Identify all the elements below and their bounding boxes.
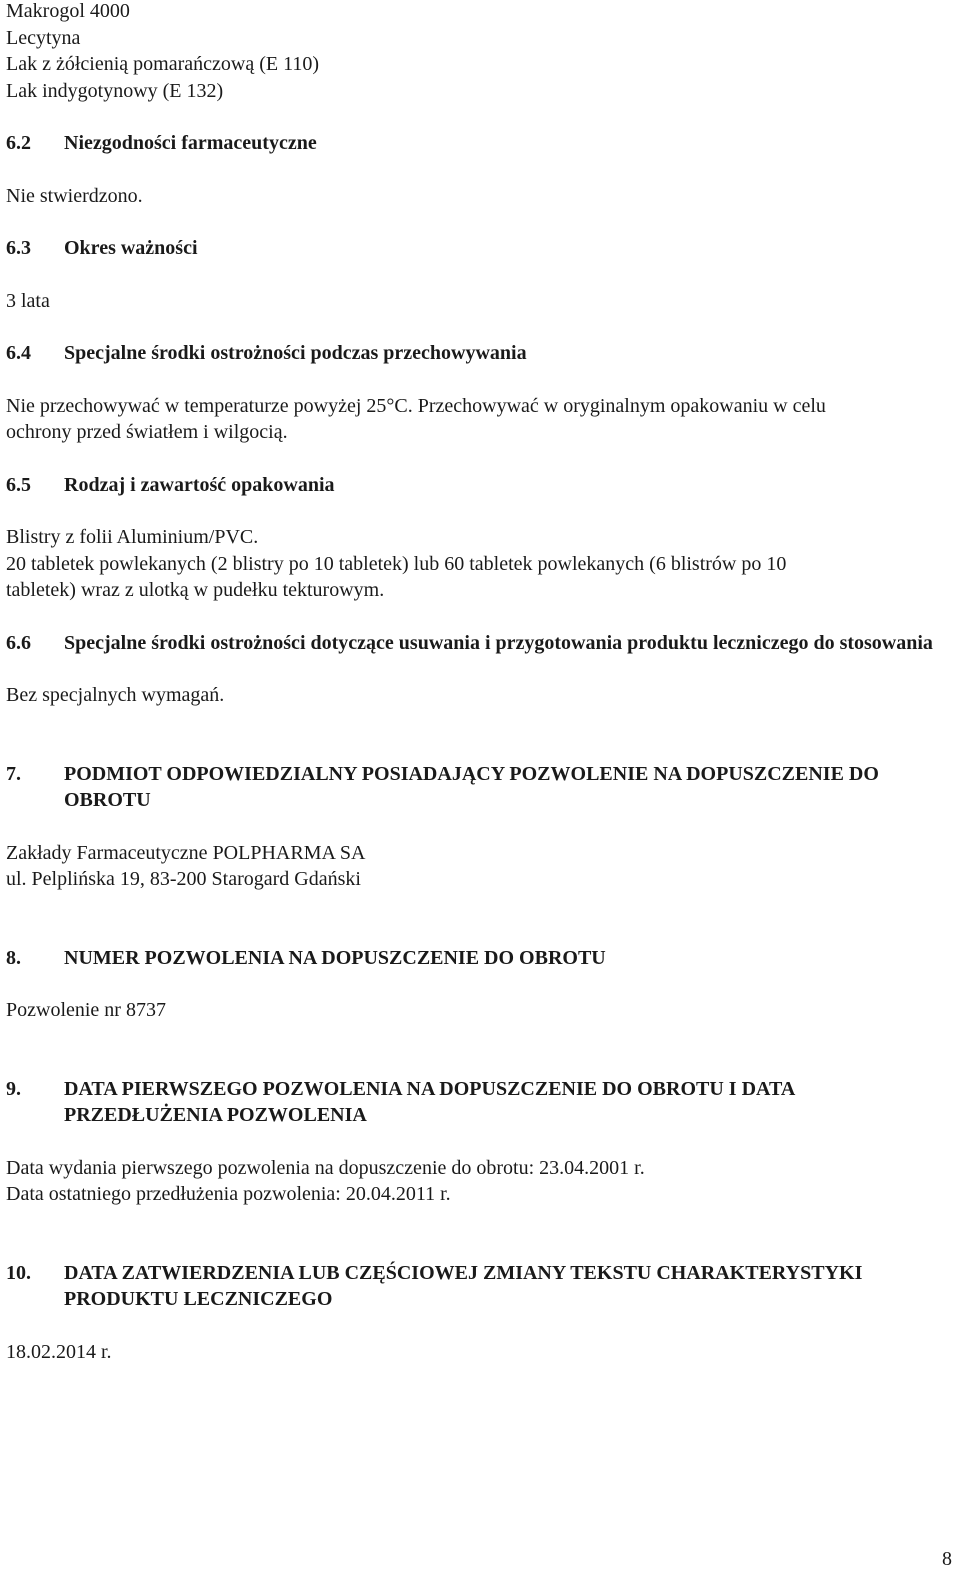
section-text-line: Zakłady Farmaceutyczne POLPHARMA SA — [6, 841, 366, 864]
section-number: 8. — [6, 946, 21, 969]
section-text-line: Data ostatniego przedłużenia pozwolenia: 20.04.2011 r. — [6, 1183, 451, 1205]
ingredient-item: Lak indygotynowy (E 132) — [6, 79, 224, 102]
section-number: 6.5 — [6, 473, 31, 496]
section-heading-6-3 — [6, 235, 956, 262]
ingredient-item: Lak z żółcienią pomarańczową (E 110) — [6, 53, 319, 75]
section-text: Pozwolenie nr 8737 — [6, 999, 166, 1021]
section-number: 6.2 — [6, 132, 31, 154]
section-title: Rodzaj i zawartość opakowania — [64, 473, 335, 496]
section-heading-10 — [6, 1260, 956, 1313]
section-title: DATA ZATWIERDZENIA LUB CZĘŚCIOWEJ ZMIANY TEKSTU CHARAKTERYSTYKI PRODUKTU LECZNICZEGO — [64, 1261, 863, 1310]
section-text: 18.02.2014 r. — [6, 1340, 112, 1363]
section-text-line: ochrony przed światłem i wilgocią. — [6, 421, 288, 443]
section-title: Specjalne środki ostrożności podczas przechowywania — [64, 342, 527, 364]
section-title: DATA PIERWSZEGO POZWOLENIA NA DOPUSZCZENIE DO OBROTU I DATA PRZEDŁUŻENIA POZWOLENIA — [64, 1077, 795, 1126]
section-number: 9. — [6, 1077, 21, 1100]
section-text-line: Nie przechowywać w temperaturze powyżej 25°C. Przechowywać w oryginalnym opakowaniu w celu — [6, 394, 826, 417]
section-text-line: 20 tabletek powlekanych (2 blistry po 10 tabletek) lub 60 tabletek powlekanych (6 blistrów po 10 — [6, 552, 787, 575]
ingredients-list — [6, 0, 956, 104]
section-heading-8 — [6, 945, 956, 972]
ingredient-item: Makrogol 4000 — [6, 0, 130, 22]
section-text: Bez specjalnych wymagań. — [6, 684, 225, 706]
section-text: Nie stwierdzono. — [6, 184, 143, 207]
section-title: NUMER POZWOLENIA NA DOPUSZCZENIE DO OBROTU — [64, 946, 606, 969]
ingredient-item: Lecytyna — [6, 26, 81, 49]
section-title: PODMIOT ODPOWIEDZIALNY POSIADAJĄCY POZWOLENIE NA DOPUSZCZENIE DO OBROTU — [64, 762, 879, 811]
section-heading-6-5 — [6, 472, 956, 499]
section-text-line: tabletek) wraz z ulotką w pudełku tekturowym. — [6, 579, 385, 601]
section-text: 3 lata — [6, 289, 50, 312]
section-heading-6-4 — [6, 340, 956, 367]
section-title: Okres ważności — [64, 237, 198, 259]
section-number: 6.6 — [6, 631, 31, 654]
document-page — [6, 0, 956, 1365]
section-text-line: Blistry z folii Aluminium/PVC. — [6, 526, 259, 548]
section-text-line: ul. Pelplińska 19, 83-200 Starogard Gdański — [6, 868, 361, 890]
section-number: 7. — [6, 762, 21, 785]
section-title: Specjalne środki ostrożności dotyczące usuwania i przygotowania produktu leczniczego do stosowania — [64, 631, 933, 654]
section-number: 6.3 — [6, 237, 31, 259]
section-heading-6-2 — [6, 130, 956, 157]
section-number: 6.4 — [6, 342, 31, 364]
section-heading-6-6 — [6, 630, 956, 657]
section-heading-7 — [6, 761, 956, 814]
section-title: Niezgodności farmaceutyczne — [64, 132, 317, 154]
section-number: 10. — [6, 1261, 31, 1284]
section-heading-9 — [6, 1076, 956, 1129]
page-number: 8 — [942, 1548, 952, 1570]
section-text-line: Data wydania pierwszego pozwolenia na dopuszczenie do obrotu: 23.04.2001 r. — [6, 1156, 645, 1179]
